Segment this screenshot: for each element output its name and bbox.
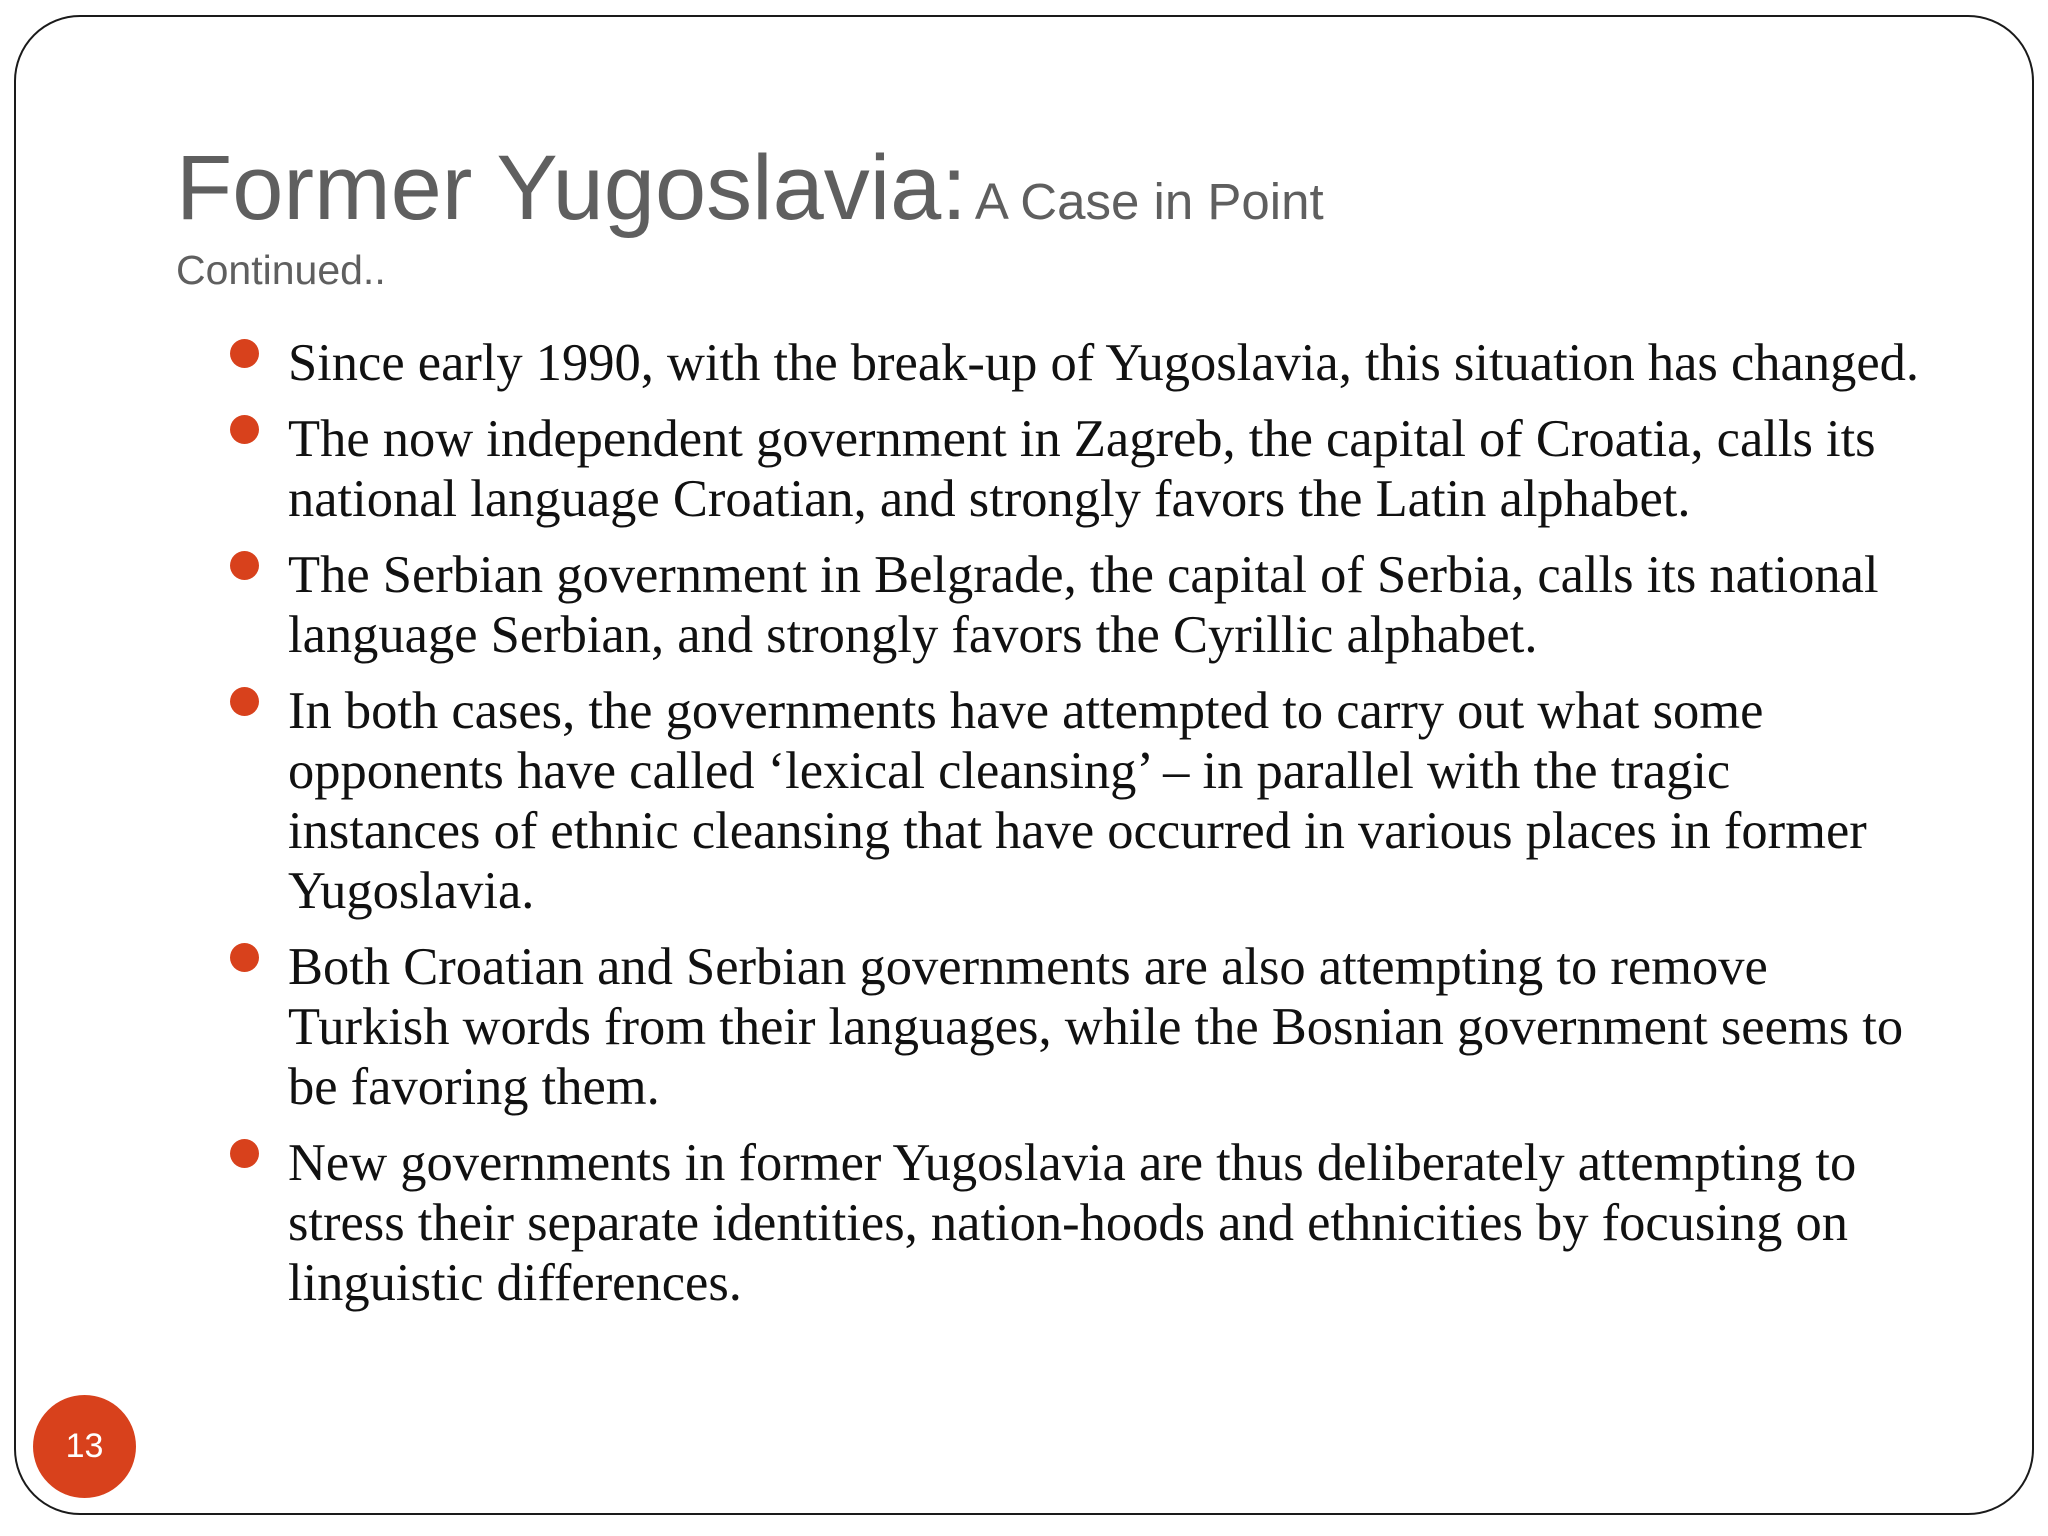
bullet-text: Both Croatian and Serbian governments are also attempting to remove Turkish words from their languages, while the Bosnian government seems to be favoring them. bbox=[288, 938, 1904, 1116]
bullet-dot-icon bbox=[230, 551, 259, 580]
bullet-item bbox=[230, 681, 1930, 921]
bullet-item bbox=[230, 937, 1930, 1117]
bullet-text: New governments in former Yugoslavia are thus deliberately attempting to stress their separate identities, nation-hoods and ethnicities by focusing on linguistic differences. bbox=[288, 1134, 1857, 1312]
bullet-dot-icon bbox=[230, 943, 259, 972]
bullet-dot-icon bbox=[230, 687, 259, 716]
title-subtitle: A Case in Point bbox=[974, 173, 1324, 230]
bullet-text: The now independent government in Zagreb, the capital of Croatia, calls its national language Croatian, and strongly favors the Latin alphabet. bbox=[288, 410, 1876, 528]
page-number-badge: 13 bbox=[33, 1395, 136, 1498]
bullet-dot-icon bbox=[230, 1139, 259, 1168]
bullet-text: In both cases, the governments have attempted to carry out what some opponents have called ‘lexical cleansing’ – in parallel with the tragic instances of ethnic cleansing that have occurred in various places in former Yugoslavia. bbox=[288, 682, 1867, 920]
bullet-item bbox=[230, 545, 1930, 665]
bullet-text: The Serbian government in Belgrade, the capital of Serbia, calls its national language Serbian, and strongly favors the Cyrillic alphabet. bbox=[288, 546, 1879, 664]
bullet-text: Since early 1990, with the break-up of Yugoslavia, this situation has changed. bbox=[288, 334, 1920, 392]
bullet-item bbox=[230, 409, 1930, 529]
bullet-list bbox=[230, 333, 1930, 1329]
bullet-dot-icon bbox=[230, 339, 259, 368]
bullet-item bbox=[230, 1133, 1930, 1313]
bullet-item bbox=[230, 333, 1930, 393]
slide-title bbox=[176, 138, 1324, 238]
title-continued: Continued.. bbox=[176, 247, 386, 293]
bullet-dot-icon bbox=[230, 415, 259, 444]
title-main: Former Yugoslavia: bbox=[176, 137, 967, 239]
